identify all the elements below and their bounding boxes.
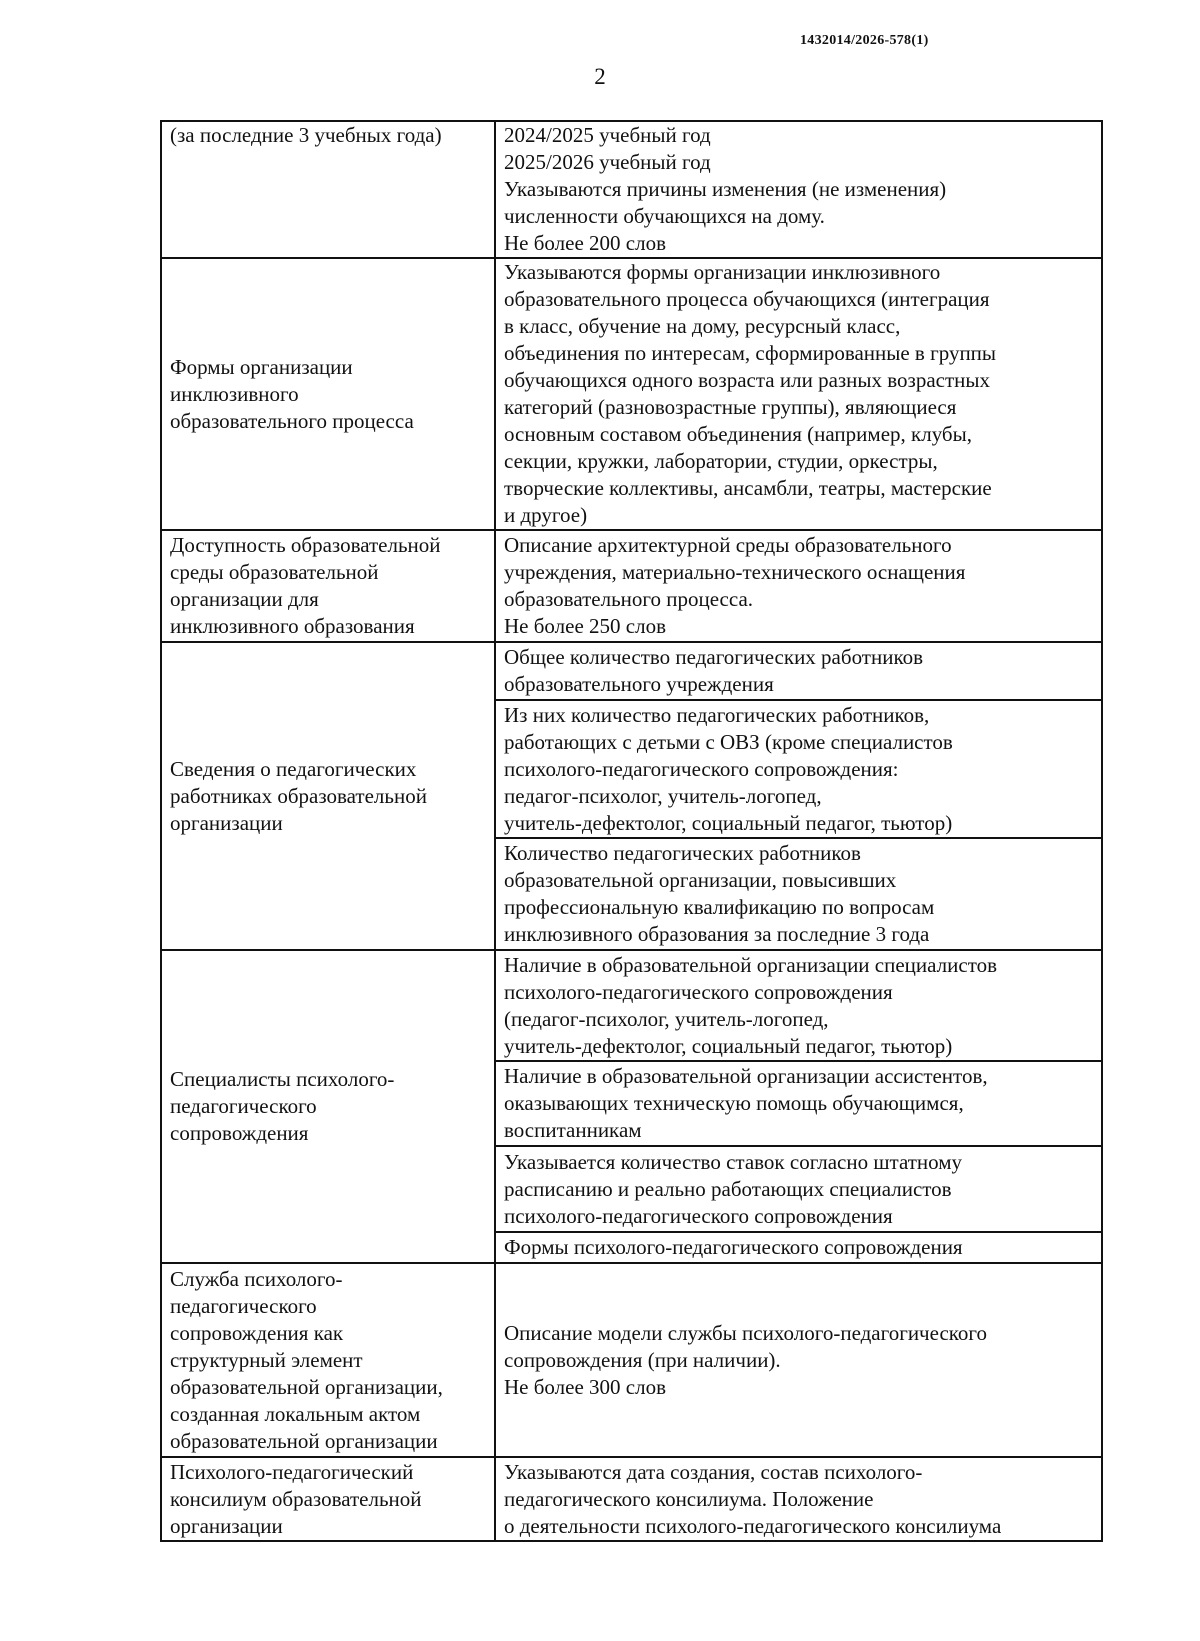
row-content-line: творческие коллективы, ансамбли, театры, мастерские: [504, 476, 992, 500]
row-label-line: (за последние 3 учебных года): [170, 123, 442, 147]
row-content-line: основным составом объединения (например, клубы,: [504, 422, 972, 446]
row-content-line: Из них количество педагогических работников,: [504, 702, 930, 727]
row-content-line: Указываются причины изменения (не изменения): [504, 177, 947, 201]
row-content-line: (педагог-психолог, учитель-логопед,: [504, 1006, 829, 1031]
row-label-line: созданная локальным актом: [170, 1401, 421, 1426]
row-label-line: педагогического: [170, 1293, 317, 1318]
row-content-line: секции, кружки, лаборатории, студии, оркестры,: [504, 449, 938, 473]
row-content-cell: [495, 1263, 1102, 1457]
document-number: 1432014/2026-578(1): [800, 33, 929, 48]
row-label-line: работниках образовательной: [170, 783, 427, 808]
row-content-line: Общее количество педагогических работников: [504, 645, 923, 669]
row-content-line: психолого-педагогического сопровождения: [504, 979, 893, 1004]
row-content-line: Указываются формы организации инклюзивного: [504, 260, 941, 284]
row-content-line: инклюзивного образования за последние 3 года: [504, 922, 930, 946]
row-content-line: образовательного процесса обучающихся (интеграция: [504, 287, 990, 311]
row-label-line: образовательной организации,: [170, 1374, 443, 1399]
row-label-cell: [161, 642, 495, 950]
row-content-line: профессиональную квалификацию по вопросам: [504, 895, 935, 919]
table-row: [161, 1263, 1102, 1457]
row-label-line: структурный элемент: [170, 1347, 363, 1372]
table-row: [161, 642, 1102, 700]
row-content-line: обучающихся одного возраста или разных возрастных: [504, 368, 991, 392]
row-content-line: численности обучающихся на дому.: [504, 204, 825, 228]
row-content-cell: [495, 950, 1102, 1061]
row-content-line: Описание модели службы психолого-педагогического: [504, 1320, 988, 1345]
page-number: 2: [594, 64, 606, 89]
row-content-line: Наличие в образовательной организации специалистов: [504, 952, 998, 977]
row-content-cell: [495, 1457, 1102, 1541]
row-content-line: в класс, обучение на дому, ресурсный класс,: [504, 314, 901, 338]
row-content-cell: [495, 642, 1102, 700]
table-row: [161, 530, 1102, 642]
row-content-line: образовательного учреждения: [504, 672, 774, 696]
row-label-line: педагогического: [170, 1094, 317, 1118]
row-content-cell: [495, 700, 1102, 838]
row-content-cell: [495, 1146, 1102, 1232]
row-content-line: расписанию и реально работающих специалистов: [504, 1176, 952, 1201]
row-label-line: Формы организации: [170, 354, 353, 379]
row-label-line: Сведения о педагогических: [170, 756, 417, 781]
row-content-line: учитель-дефектолог, социальный педагог, тьютор): [504, 810, 953, 835]
row-content-line: Формы психолого-педагогического сопровождения: [504, 1235, 963, 1259]
row-content-line: оказывающих техническую помощь обучающимся,: [504, 1091, 964, 1115]
row-content-line: Указываются дата создания, состав психолого-: [504, 1459, 923, 1484]
row-content-line: сопровождения (при наличии).: [504, 1347, 781, 1372]
row-content-cell: [495, 1061, 1102, 1146]
row-content-line: педагог-психолог, учитель-логопед,: [504, 783, 822, 808]
row-content-line: Количество педагогических работников: [504, 841, 861, 865]
row-content-line: учреждения, материально-технического оснащения: [504, 560, 966, 584]
row-label-line: Доступность образовательной: [170, 533, 441, 557]
row-label-line: сопровождения как: [170, 1320, 344, 1345]
row-content-line: о деятельности психолого-педагогического консилиума: [504, 1513, 1002, 1538]
table-row: [161, 950, 1102, 1061]
row-content-line: категорий (разновозрастные группы), являющиеся: [504, 395, 957, 419]
table-row: [161, 121, 1102, 258]
row-content-line: учитель-дефектолог, социальный педагог, тьютор): [504, 1033, 953, 1058]
row-content-line: Наличие в образовательной организации ассистентов,: [504, 1064, 988, 1088]
row-label-line: сопровождения: [170, 1121, 309, 1145]
row-content-line: работающих с детьми с ОВЗ (кроме специалистов: [504, 729, 953, 754]
row-label-line: организации: [170, 810, 283, 835]
row-content-line: воспитанникам: [504, 1118, 642, 1142]
row-label-cell: [161, 121, 495, 258]
row-label-line: среды образовательной: [170, 560, 379, 584]
row-content-cell: [495, 838, 1102, 950]
row-label-cell: [161, 950, 495, 1263]
row-label-cell: [161, 530, 495, 642]
row-content-line: образовательной организации, повысивших: [504, 868, 897, 892]
row-content-cell: [495, 258, 1102, 530]
row-content-line: объединения по интересам, сформированные в группы: [504, 341, 997, 365]
row-content-line: Не более 200 слов: [504, 231, 666, 255]
table-row: [161, 1457, 1102, 1541]
row-content-line: педагогического консилиума. Положение: [504, 1486, 874, 1511]
row-content-line: Описание архитектурной среды образовательного: [504, 533, 952, 557]
row-label-line: организации: [170, 1513, 283, 1538]
row-content-line: 2024/2025 учебный год: [504, 123, 711, 147]
row-content-line: и другое): [504, 503, 588, 527]
row-content-line: образовательного процесса.: [504, 587, 754, 611]
row-label-line: организации для: [170, 587, 319, 611]
row-label-line: Служба психолого-: [170, 1266, 343, 1291]
row-content-line: 2025/2026 учебный год: [504, 150, 711, 174]
row-label-line: Специалисты психолого-: [170, 1067, 395, 1091]
row-content-line: психолого-педагогического сопровождения:: [504, 756, 899, 781]
row-content-cell: [495, 121, 1102, 258]
row-content-line: Не более 250 слов: [504, 614, 666, 638]
row-label-cell: [161, 1457, 495, 1541]
row-label-line: образовательной организации: [170, 1428, 438, 1453]
row-content-cell: [495, 1232, 1102, 1263]
row-content-line: Не более 300 слов: [504, 1374, 666, 1399]
row-label-cell: [161, 1263, 495, 1457]
row-content-cell: [495, 530, 1102, 642]
row-content-line: психолого-педагогического сопровождения: [504, 1203, 893, 1228]
row-label-line: инклюзивного: [170, 381, 299, 406]
row-content-line: Указывается количество ставок согласно штатному: [504, 1149, 963, 1174]
row-label-cell: [161, 258, 495, 530]
row-label-line: Психолого-педагогический: [170, 1459, 414, 1484]
info-table: [160, 120, 1103, 1542]
row-label-line: консилиум образовательной: [170, 1486, 422, 1511]
row-label-line: инклюзивного образования: [170, 614, 415, 638]
row-label-line: образовательного процесса: [170, 408, 414, 433]
table-row: [161, 258, 1102, 530]
